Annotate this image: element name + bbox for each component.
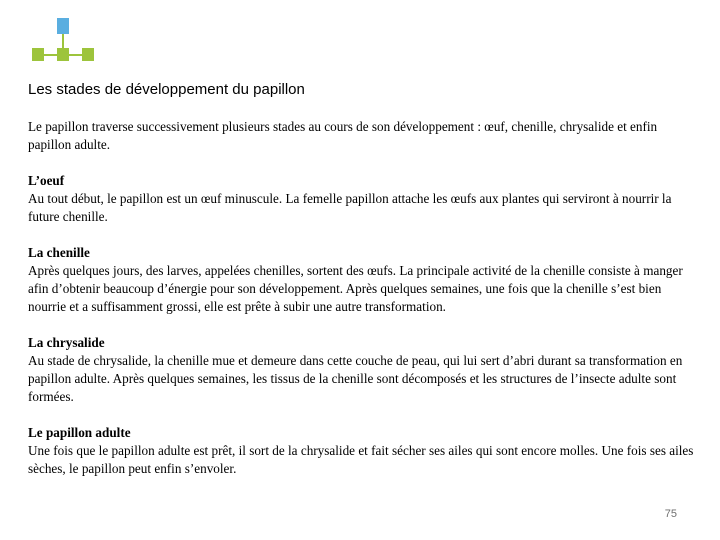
section-text: Une fois que le papillon adulte est prêt, il sort de la chrysalide et fait sécher ses ailes qui sont encore molles. Une fois ses ailes sèches, le papillon peut enfin s’envoler.	[28, 443, 694, 476]
section-oeuf	[28, 172, 696, 226]
page-number: 75	[664, 508, 677, 520]
section-chenille	[28, 244, 696, 316]
section-heading: L’oeuf	[28, 173, 65, 188]
logo-top-node	[57, 18, 69, 34]
logo-left-node	[32, 48, 44, 61]
section-papillon-adulte	[28, 424, 696, 478]
page-title: Les stades de développement du papillon	[28, 81, 305, 98]
section-text: Au stade de chrysalide, la chenille mue et demeure dans cette couche de peau, qui lui sert d’abri durant sa transformation en papillon adulte. Après quelques semaines, les tissus de la chenille sont décomposés et les structures de l’insecte adulte sont formées.	[28, 353, 683, 404]
section-text: Au tout début, le papillon est un œuf minuscule. La femelle papillon attache les œufs aux plantes qui serviront à nourrir la future chenille.	[28, 191, 672, 224]
logo-middle-node	[57, 48, 69, 61]
section-heading: La chrysalide	[28, 335, 105, 350]
section-heading: Le papillon adulte	[28, 425, 131, 440]
hierarchy-logo-icon	[30, 16, 96, 72]
section-text: Après quelques jours, des larves, appelées chenilles, sortent des œufs. La principale activité de la chenille consiste à manger afin d’obtenir beaucoup d’énergie pour son développement. Après quelques semaines, une fois que la chenille s’est bien nourrie et a suffisamment grossi, elle est prête à subir une autre transformation.	[28, 263, 683, 314]
section-chrysalide	[28, 334, 696, 406]
intro-paragraph: Le papillon traverse successivement plusieurs stades au cours de son développement : œuf, chenille, chrysalide et enfin papillon adulte.	[28, 119, 658, 152]
logo-stem	[62, 34, 64, 50]
section-heading: La chenille	[28, 245, 90, 260]
document-body	[28, 118, 696, 496]
logo-right-node	[82, 48, 94, 61]
